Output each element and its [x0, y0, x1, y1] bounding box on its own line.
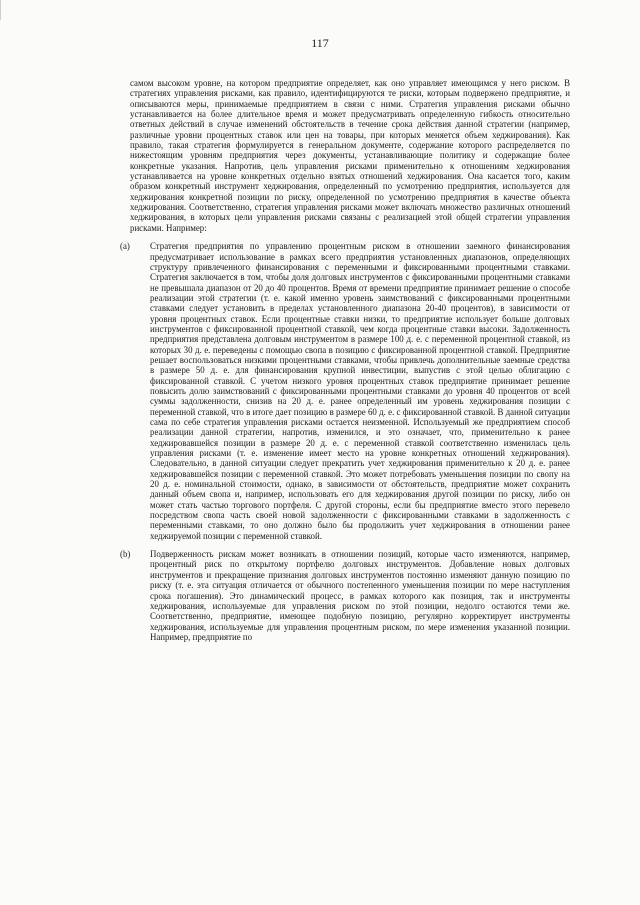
scan-margin-mark: [0, 0, 1, 20]
list-item-b: [120, 549, 570, 642]
list-item-a: [120, 241, 570, 541]
list-item-label: (a): [120, 241, 130, 252]
page-body: [120, 78, 570, 650]
intro-paragraph: самом высоком уровне, на котором предприятие определяет, как оно управляет имеющимся у него риском. В стратегиях управления рисками, как правило, идентифицируются те риски, которым подвержено предприятие, и описываются меры, принимаемые предприятием в связи с ними. Стратегия управления рисками обычно устанавливается на более длительное время и может предусматривать определенную гибкость относительно ответных действий в случае изменений обстоятельств в течение срока действия данной стратегии (например, различные уровни процентных ставок или цен на товары, при которых меняется объем хеджирования). Как правило, такая стратегия формулируется в генеральном документе, содержание которого распределяется по нижестоящим уровням предприятия через документы, устанавливающие политику и содержащие более конкретные указания. Напротив, цель управления рисками применительно к отношениям хеджирования устанавливается на уровне конкретных отдельно взятых отношений хеджирования. Она касается того, каким образом конкретный инструмент хеджирования, определенный по усмотрению предприятия, используется для хеджирования конкретной позиции по риску, определенной по усмотрению предприятия в качестве объекта хеджирования. Соответственно, стратегия управления рисками может включать множество различных отношений хеджирования, в которых цели управления рисками связаны с реализацией этой общей стратегии управления рисками. Например:: [130, 78, 570, 233]
list-item-label: (b): [120, 549, 131, 560]
list-item-text: Подверженность рискам может возникать в отношении позиций, которые часто изменяются, например, процентный риск по открытому портфелю долговых инструментов. Добавление новых долговых инструментов и прекращение признания долговых инструментов постоянно изменяют данную позицию по риску (т. е. эта ситуация отличается от обычного постепенного уменьшения позиции по мере наступления срока погашения). Это динамический процесс, в рамках которого как позиция, так и инструменты хеджирования, используемые для управления риском по этой позиции, недолго остаются теми же. Соответственно, предприятие, имеющее подобную позицию, регулярно корректирует инструменты хеджирования, используемые для управления процентным риском, по мере изменения указанной позиции. Например, предприятие по: [150, 549, 570, 642]
list-item-text: Стратегия предприятия по управлению процентным риском в отношении заемного финансирования предусматривает использование в рамках всего предприятия установленных диапазонов, определяющих структуру привлеченного финансирования с переменными и фиксированными процентными ставками. Стратегия заключается в том, чтобы доля долговых инструментов с фиксированными процентными ставками не превышала диапазон от 20 до 40 процентов. Время от времени предприятие принимает решение о способе реализации этой стратегии (т. е. какой именно уровень заимствований с фиксированными процентными ставками следует установить в пределах установленного диапазона 20-40 процентов), в зависимости от уровня процентных ставок. Если процентные ставки низки, то предприятие использует больше долговых инструментов с фиксированной процентной ставкой, чем когда процентные ставки высоки. Задолженность предприятия представлена долговым инструментом в размере 100 д. е. с переменной процентной ставкой, из которых 30 д. е. переведены с помощью свопа в позицию с фиксированной процентной ставкой. Предприятие решает воспользоваться низкими процентными ставками, чтобы привлечь дополнительные заемные средства в размере 50 д. е. для финансирования крупной инвестиции, выпустив с этой целью облигацию с фиксированной ставкой. С учетом низкого уровня процентных ставок предприятие принимает решение повысить долю заимствований с фиксированными процентными ставками до уровня 40 процентов от всей суммы задолженности, снизив на 20 д. е. ранее определенный им уровень хеджирования позиции с переменной ставкой, что в итоге дает позицию в размере 60 д. е. с фиксированной ставкой. В данной ситуации сама по себе стратегия управления рисками остается неизменной. Используемый же предприятием способ реализации данной стратегии, напротив, изменился, и это означает, что, применительно к ранее хеджировавшейся позиции в размере 20 д. е. с переменной ставкой соответственно изменилась цель управления рисками (т. е. изменение имеет место на уровне конкретных отношений хеджирования). Следовательно, в данной ситуации следует прекратить учет хеджирования применительно к 20 д. е. ранее хеджировавшейся позиции с переменной ставкой. Это может потребовать уменьшения позиции по свопу на 20 д. е. номинальной стоимости, однако, в зависимости от обстоятельств, предприятие может сохранить данный объем свопа и, например, использовать его для хеджирования другой позиции по риску, либо он может стать частью торгового портфеля. С другой стороны, если бы предприятие вместо этого перевело посредством свопа часть своей новой задолженности с фиксированными ставками в задолженность с переменными ставками, то оно должно было бы продолжить учет хеджирования в отношении ранее хеджируемой позиции с переменной ставкой.: [150, 241, 570, 541]
page-number: 117: [311, 36, 329, 50]
